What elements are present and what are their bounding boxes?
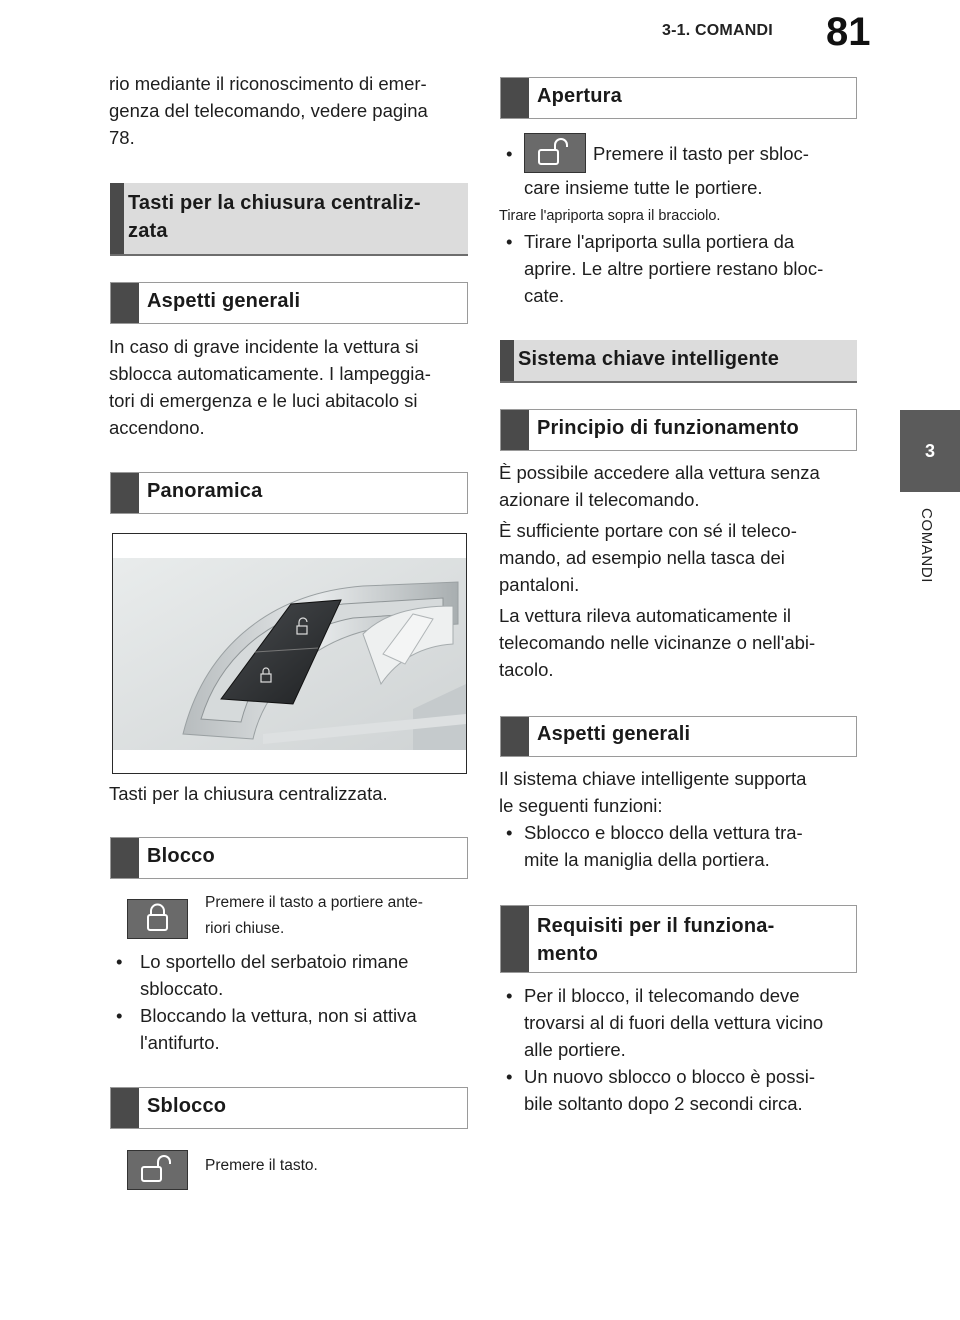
list-item: • Un nuovo sblocco o blocco è possi- bile soltanto dopo 2 secondi circa. [506, 1066, 816, 1114]
figure-caption: Tasti per la chiusura centralizzata. [109, 783, 388, 804]
subheading-aspetti-generali-2: Aspetti generali [500, 716, 857, 757]
chapter-number: 3 [924, 440, 935, 461]
subheading-sblocco: Sblocco [110, 1087, 468, 1129]
running-header-section: 3-1. COMANDI [662, 22, 773, 39]
list-item: • Tirare l'apriporta sulla portiera da aprire. Le altre portiere restano bloc- cate. [506, 231, 824, 306]
section-heading-tasti: Tasti per la chiusura centraliz- zata [110, 183, 468, 256]
list-item: • Bloccando la vettura, non si attiva l'antifurto. [116, 1005, 417, 1053]
principio-paragraph-3: La vettura rileva automaticamente il telecomando nelle vicinanze o nell'abi- tacolo. [499, 605, 816, 680]
subheading-apertura: Apertura [500, 77, 857, 119]
lock-button-symbol [127, 899, 188, 939]
apertura-bullet-line1: Premere il tasto per sbloc- [593, 143, 809, 164]
principio-paragraph-1: È possibile accedere alla vettura senza azionare il telecomando. [499, 462, 820, 510]
section-heading-sistema: Sistema chiave intelligente [500, 340, 857, 383]
aspetti-paragraph: In caso di grave incidente la vettura si sblocca automaticamente. I lampeggia- tori di emergenza e le luci abitacolo si accendono. [109, 336, 431, 438]
blocco-note: Premere il tasto a portiere ante- riori chiuse. [205, 894, 423, 937]
aspetti-paragraph-2: Il sistema chiave intelligente supporta le seguenti funzioni: [499, 768, 807, 816]
subheading-principio: Principio di funzionamento [500, 409, 857, 451]
door-handle-illustration [113, 534, 466, 773]
list-item: • Per il blocco, il telecomando deve trovarsi al di fuori della vettura vicino alle portiere. [506, 985, 824, 1060]
heading-bar [110, 183, 124, 254]
apertura-bullet-line2: care insieme tutte le portiere. [524, 177, 763, 198]
unlock-button-symbol-inline [524, 133, 586, 173]
unlock-icon [525, 134, 585, 172]
apertura-note: Tirare l'apriporta sopra il bracciolo. [499, 208, 721, 224]
unlock-button-symbol [127, 1150, 188, 1190]
page-number: 81 [826, 10, 871, 54]
subheading-aspetti-generali: Aspetti generali [110, 282, 468, 324]
subheading-requisiti: Requisiti per il funziona- mento [500, 905, 857, 973]
unlock-icon [128, 1151, 187, 1189]
list-item: • Sblocco e blocco della vettura tra- mite la maniglia della portiera. [506, 822, 803, 870]
principio-paragraph-2: È sufficiente portare con sé il teleco- mando, ad esempio nella tasca dei pantaloni. [499, 520, 797, 595]
chapter-tab [900, 410, 960, 492]
sblocco-note: Premere il tasto. [205, 1157, 318, 1174]
bullet-dot: • [506, 143, 513, 164]
subheading-blocco: Blocco [110, 837, 468, 879]
door-handle-figure [112, 533, 467, 774]
lock-icon [128, 900, 187, 938]
subheading-panoramica: Panoramica [110, 472, 468, 514]
chapter-tab-label: COMANDI [918, 508, 935, 584]
intro-paragraph: rio mediante il riconoscimento di emer- genza del telecomando, vedere pagina 78. [109, 73, 428, 148]
list-item: • Lo sportello del serbatoio rimane sbloccato. [116, 951, 409, 999]
